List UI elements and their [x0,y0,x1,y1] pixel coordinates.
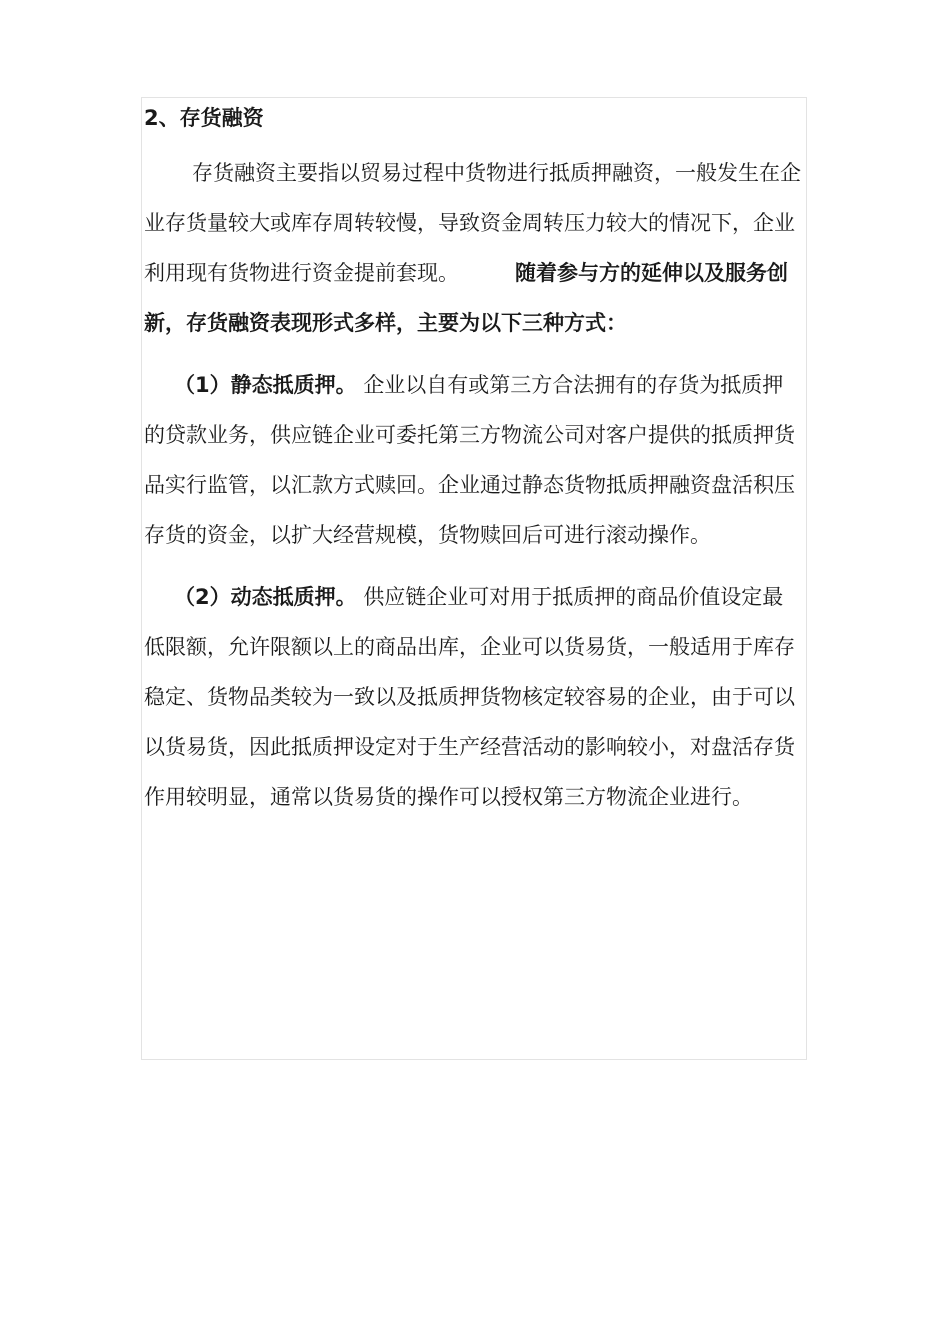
item-1-title: （1）静态抵质押。 [174,373,357,397]
intro-bold-text: 随着参与方的延伸以及服务创新，存货融资表现形式多样，主要为以下三种方式： [144,261,788,335]
document-body [144,98,804,834]
section-heading: 2、存货融资 [144,106,264,130]
item-2-body: 供应链企业可对用于抵质押的商品价值设定最低限额，允许限额以上的商品出库，企业可以货易货，一般适用于库存稳定、货物品类较为一致以及抵质押货物核定较容易的企业，由于可以以货易货，因此抵质押设定对于生产经营活动的影响较小，对盘活存货作用较明显，通常以货易货的操作可以授权第三方物流企业进行。 [144,585,795,809]
intro-paragraph [144,148,804,348]
item-2-paragraph [144,572,804,822]
item-1-body: 企业以自有或第三方合法拥有的存货为抵质押的贷款业务，供应链企业可委托第三方物流公司对客户提供的抵质押货品实行监管，以汇款方式赎回。企业通过静态货物抵质押融资盘活积压存货的资金，以扩大经营规模，货物赎回后可进行滚动操作。 [144,373,795,547]
item-1-paragraph [144,360,804,560]
item-2-title: （2）动态抵质押。 [174,585,357,609]
intro-plain-text: 存货融资主要指以贸易过程中货物进行抵质押融资，一般发生在企业存货量较大或库存周转较慢，导致资金周转压力较大的情况下，企业利用现有货物进行资金提前套现。 [144,161,801,285]
